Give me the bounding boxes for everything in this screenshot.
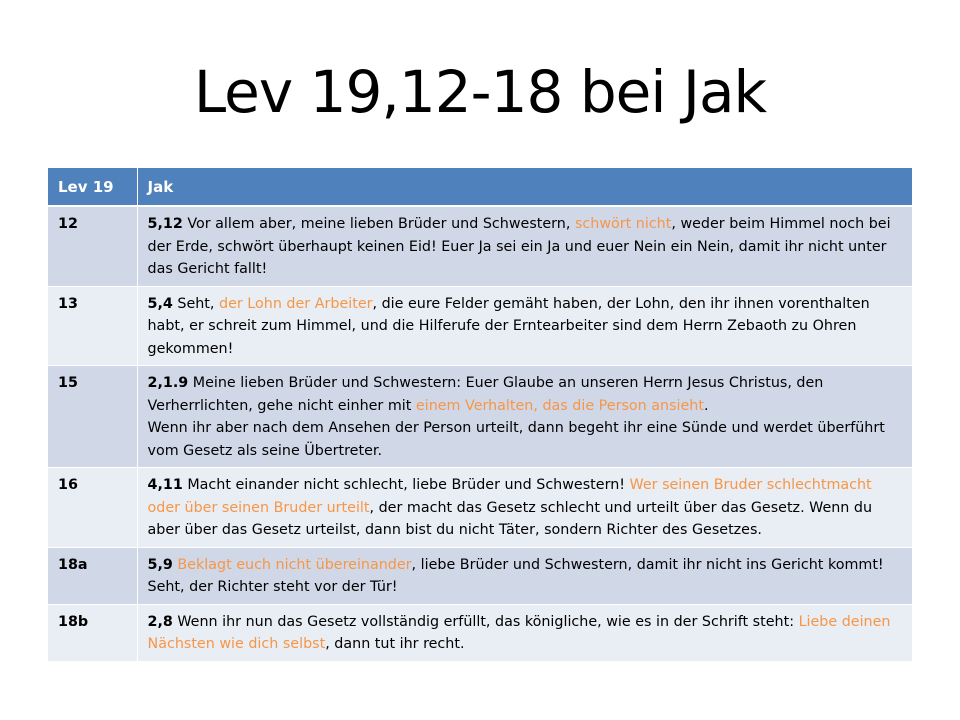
- jak-reference: 5,9: [147, 556, 173, 573]
- table-header-row: [48, 168, 912, 206]
- jak-text: [137, 604, 912, 661]
- text-part: , weder beim Himmel noch bei der Erde, schwört überhaupt keinen Eid! Euer Ja sei ein Ja und euer Nein ein Nein, damit ihr nicht unter das Gericht fallt!: [147, 216, 891, 277]
- text-part: Wenn ihr nun das Gesetz vollständig erfüllt, das königliche, wie es in der Schrift steht:: [172, 613, 799, 630]
- lev-verse: 18b: [48, 604, 137, 661]
- jak-reference: 5,12: [147, 216, 183, 232]
- highlighted-text: einem Verhalten, das die Person ansieht: [415, 397, 704, 414]
- highlighted-text: Wer seinen Bruder schlechtmacht oder über seinen Bruder urteilt: [147, 477, 872, 516]
- header-jak: Jak: [137, 168, 912, 206]
- lev-verse: 15: [48, 366, 137, 468]
- lev-verse: 16: [48, 468, 137, 548]
- header-lev: Lev 19: [48, 168, 137, 206]
- highlighted-text: Liebe deinen Nächsten wie dich selbst: [147, 613, 891, 652]
- jak-reference: 4,11: [147, 477, 183, 493]
- text-part: , dann tut ihr recht.: [325, 636, 465, 652]
- slide-title: Lev 19,12-18 bei Jak: [193, 58, 767, 126]
- table-row: [48, 286, 912, 366]
- jak-reference: 2,1.9: [147, 375, 189, 391]
- highlighted-text: schwört nicht: [574, 216, 672, 232]
- jak-reference: 2,8: [147, 613, 173, 630]
- text-part: Seht,: [172, 295, 219, 312]
- text-part: , der macht das Gesetz schlecht und urteilt über das Gesetz. Wenn du aber über das Gesetz urteilst, dann bist du nicht Täter, sondern Richter des Gesetzes.: [147, 499, 873, 538]
- lev-verse: 12: [48, 206, 137, 286]
- jak-text: [137, 547, 912, 604]
- lev-verse: 13: [48, 286, 137, 366]
- table-row: [48, 547, 912, 604]
- comparison-table: [48, 168, 912, 661]
- text-part: Macht einander nicht schlecht, liebe Brüder und Schwestern!: [182, 477, 630, 493]
- jak-text: [137, 286, 912, 366]
- text-second-line: Wenn ihr aber nach dem Ansehen der Person urteilt, dann begeht ihr eine Sünde und werdet überführt vom Gesetz als seine Übertreter.: [147, 420, 885, 459]
- text-part: , die eure Felder gemäht haben, der Lohn, den ihr ihnen vorenthalten habt, er schreit zum Himmel, und die Hilferufe der Erntearbeiter sind dem Herrn Zebaoth zu Ohren gekommen!: [147, 295, 870, 357]
- highlighted-text: Beklagt euch nicht übereinander: [177, 556, 412, 573]
- jak-reference: 5,4: [147, 295, 173, 312]
- jak-text: [137, 468, 912, 548]
- table-row: [48, 206, 912, 286]
- table-row: [48, 468, 912, 548]
- table-row: [48, 604, 912, 661]
- lev-verse: 18a: [48, 547, 137, 604]
- highlighted-text: der Lohn der Arbeiter: [219, 295, 373, 312]
- text-part: Vor allem aber, meine lieben Brüder und Schwestern,: [182, 216, 575, 232]
- text-part: Meine lieben Brüder und Schwestern: Euer Glaube an unseren Herrn Jesus Christus, den Verherrlichten, gehe nicht einher mit: [147, 375, 824, 414]
- text-part: .: [703, 397, 709, 414]
- jak-text: [137, 206, 912, 286]
- text-part: , liebe Brüder und Schwestern, damit ihr nicht ins Gericht kommt! Seht, der Richter steht vor der Tür!: [147, 556, 884, 595]
- table-row: [48, 366, 912, 468]
- jak-text: [137, 366, 912, 468]
